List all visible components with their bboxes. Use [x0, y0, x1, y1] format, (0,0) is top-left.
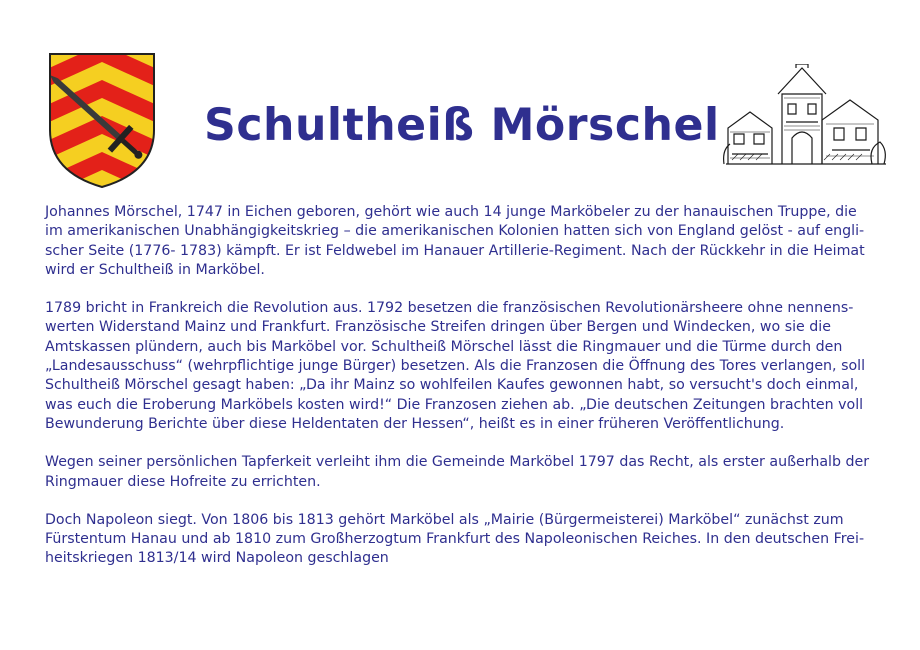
paragraph-3 [45, 453, 885, 492]
text-line: im amerikanischen Unabhängigkeitskrieg – die amerikanischen Kolonien hatten sich von England gelöst - auf engli- [45, 223, 865, 240]
paragraph-2 [45, 299, 885, 434]
text-line: Ringmauer diese Hofreite zu errichten. [45, 473, 321, 490]
text-line: wird er Schultheiß in Marköbel. [45, 261, 265, 278]
text-line: Doch Napoleon siegt. Von 1806 bis 1813 gehört Marköbel als „Mairie (Bürgermeisterei) Marköbel“ zunächst zum [45, 511, 844, 528]
paragraph-4 [45, 511, 885, 569]
town-gate-sketch-icon [722, 64, 890, 170]
text-line: 1789 bricht in Frankreich die Revolution aus. 1792 besetzen die französischen Revolutionärsheere ohne nennens- [45, 300, 854, 317]
page-title: Schultheiß Mörschel [204, 100, 720, 151]
coat-of-arms-icon [46, 50, 158, 190]
text-line: scher Seite (1776- 1783) kämpft. Er ist Feldwebel im Hanauer Artillerie-Regiment. Nach der Rückkehr in die Heimat [45, 242, 865, 259]
text-line: Amtskassen plündern, auch bis Marköbel vor. Schultheiß Mörschel lässt die Ringmauer und die Türme durch den [45, 338, 843, 355]
text-line: Schultheiß Mörschel gesagt haben: „Da ihr Mainz so wohlfeilen Kaufes gewonnen habt, so versucht's doch einmal, [45, 377, 859, 394]
text-line: was euch die Eroberung Marköbels kosten wird!“ Die Franzosen ziehen ab. „Die deutschen Zeitungen brachten voll [45, 396, 864, 413]
text-line: Wegen seiner persönlichen Tapferkeit verleiht ihm die Gemeinde Marköbel 1797 das Recht, als erster außerhalb der [45, 454, 870, 471]
text-line: „Landesausschuss“ (wehrpflichtige junge Bürger) besetzen. Als die Franzosen die Öffnung des Tores verlangen, soll [45, 358, 866, 375]
paragraph-1 [45, 203, 885, 280]
text-line: werten Widerstand Mainz und Frankfurt. Französische Streifen dringen über Bergen und Windecken, wo sie die [45, 319, 831, 336]
text-line: Bewunderung Berichte über diese Heldentaten der Hessen“, heißt es in einer früheren Veröffentlichung. [45, 415, 785, 432]
text-line: heitskriegen 1813/14 wird Napoleon geschlagen [45, 550, 389, 567]
text-line: Johannes Mörschel, 1747 in Eichen geboren, gehört wie auch 14 junge Marköbeler zu der hanauischen Truppe, die [45, 204, 857, 220]
body-text [45, 203, 885, 588]
text-line: Fürstentum Hanau und ab 1810 zum Großherzogtum Frankfurt des Napoleonischen Reiches. In den deutschen Frei- [45, 531, 865, 548]
